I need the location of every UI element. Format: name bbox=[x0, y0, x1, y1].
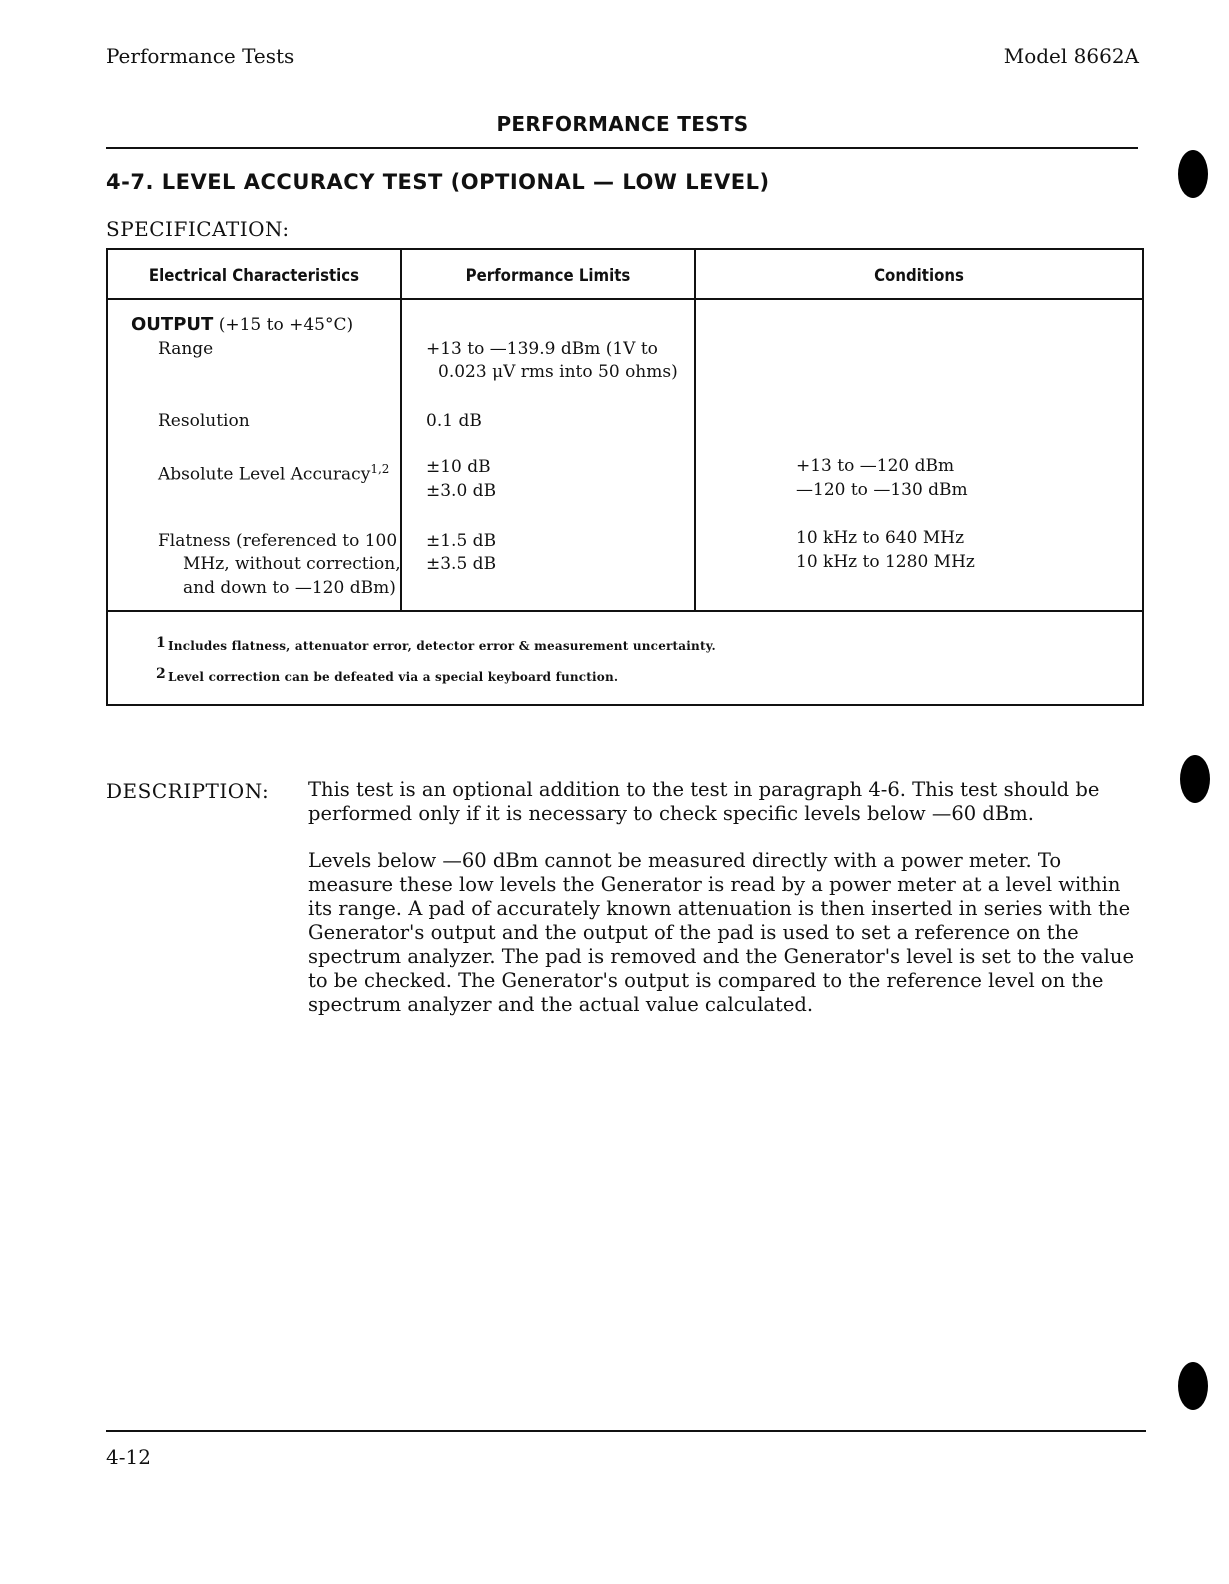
footnote-1-text: Includes flatness, attenuator error, detector error & measurement uncertainty. bbox=[167, 639, 716, 653]
footer-rule bbox=[106, 1430, 1146, 1432]
section-title: PERFORMANCE TESTS bbox=[496, 112, 749, 136]
accuracy-footnote-marks: 1,2 bbox=[370, 462, 390, 476]
range-limit-line-2: 0.023 μV rms into 50 ohms) bbox=[438, 362, 678, 382]
accuracy-limit-2: ±3.0 dB bbox=[426, 481, 497, 501]
page-number: 4-12 bbox=[106, 1445, 151, 1469]
footnote-2-mark: 2 bbox=[156, 666, 166, 682]
specification-label: SPECIFICATION: bbox=[106, 217, 290, 241]
footnote-1-mark: 1 bbox=[156, 635, 166, 651]
flatness-limit-2: ±3.5 dB bbox=[426, 554, 497, 574]
footnote-1 bbox=[156, 635, 716, 654]
flatness-label-line-3: and down to —120 dBm) bbox=[183, 578, 396, 598]
output-heading bbox=[131, 313, 353, 337]
column-header-limits: Performance Limits bbox=[465, 266, 631, 286]
footnote-2-text: Level correction can be defeated via a special keyboard function. bbox=[167, 670, 619, 684]
column-header-conditions: Conditions bbox=[874, 266, 964, 286]
output-label: OUTPUT bbox=[131, 314, 214, 335]
specification-table bbox=[106, 248, 1144, 706]
column-header-characteristics: Electrical Characteristics bbox=[148, 266, 360, 286]
description-paragraph-2: Levels below —60 dBm cannot be measured directly with a power meter. To measure these low levels the Generator is read by a power meter at a level within its range. A pad of accurately known attenuation is then inserted in series with the Generator's output and the output of the pad is used to set a reference on the spectrum analyzer. The pad is removed and the Generator's level is set to the value to be checked. The Generator's output is compared to the reference level on the spectrum analyzer and the actual value calculated. bbox=[308, 849, 1134, 1016]
flatness-condition-1: 10 kHz to 640 MHz bbox=[796, 528, 965, 548]
header-rule bbox=[106, 147, 1138, 149]
accuracy-label bbox=[158, 458, 389, 487]
flatness-label-line-2: MHz, without correction, bbox=[183, 554, 401, 574]
flatness-limit-1: ±1.5 dB bbox=[426, 531, 497, 551]
test-title: 4-7. LEVEL ACCURACY TEST (OPTIONAL — LOW LEVEL) bbox=[106, 170, 770, 194]
binder-hole-mark bbox=[1178, 150, 1208, 198]
header-left-title: Performance Tests bbox=[106, 44, 295, 68]
description-label: DESCRIPTION: bbox=[106, 779, 270, 803]
range-limit-line-1: +13 to —139.9 dBm (1V to bbox=[426, 339, 658, 359]
resolution-limit: 0.1 dB bbox=[426, 411, 482, 431]
flatness-condition-2: 10 kHz to 1280 MHz bbox=[796, 552, 975, 572]
footnote-rule bbox=[108, 610, 1142, 612]
accuracy-condition-1: +13 to —120 dBm bbox=[796, 456, 955, 476]
column-divider bbox=[694, 250, 696, 612]
binder-hole-mark bbox=[1180, 755, 1210, 803]
accuracy-label-text: Absolute Level Accuracy bbox=[158, 464, 371, 485]
accuracy-condition-2: —120 to —130 dBm bbox=[796, 480, 968, 500]
footnote-2 bbox=[156, 666, 619, 685]
header-model-number: Model 8662A bbox=[1003, 44, 1139, 68]
output-temperature: (+15 to +45°C) bbox=[218, 315, 354, 335]
binder-hole-mark bbox=[1178, 1362, 1208, 1410]
header-row-rule bbox=[108, 298, 1142, 300]
description-paragraph-1: This test is an optional addition to the test in paragraph 4-6. This test should be performed only if it is necessary to check specific levels below —60 dBm. bbox=[308, 778, 1100, 825]
resolution-label: Resolution bbox=[158, 411, 250, 431]
flatness-label-line-1: Flatness (referenced to 100 bbox=[158, 531, 398, 551]
range-label: Range bbox=[158, 339, 214, 359]
accuracy-limit-1: ±10 dB bbox=[426, 457, 491, 477]
